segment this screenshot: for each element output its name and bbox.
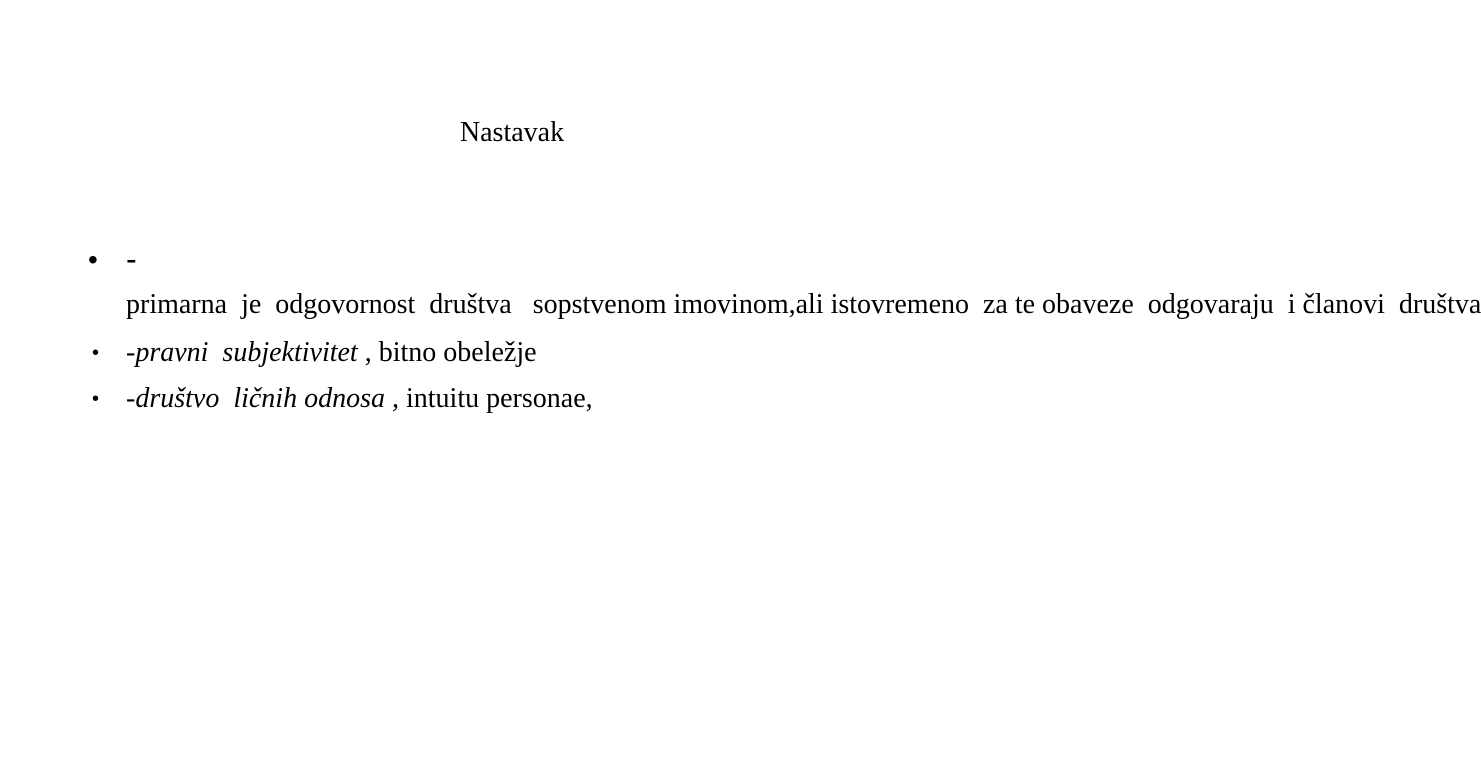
bullet-italic-text: -društvo ličnih odnosa , — [126, 383, 399, 414]
bullet-text: primarna je odgovornost društva sopstvenom imovinom,ali istovremeno za te obaveze odgovaraju i članovi društva — [126, 289, 1481, 320]
bullet-list — [88, 238, 1481, 419]
bullet-text: , bitno obeležje — [357, 337, 537, 368]
bullet-italic-text: -pravni subjektivitet — [126, 337, 358, 368]
bullet-dot-icon: • — [92, 388, 100, 410]
bullet-item — [88, 379, 908, 419]
bullet-item — [88, 238, 1481, 326]
bullet-dash: - — [126, 241, 137, 277]
bullet-item — [88, 333, 908, 373]
bullet-dot-icon: • — [88, 244, 98, 275]
slide-title: Nastavak — [459, 117, 565, 148]
bullet-text: intuitu personae, — [399, 383, 593, 414]
bullet-dot-icon: • — [92, 342, 100, 364]
